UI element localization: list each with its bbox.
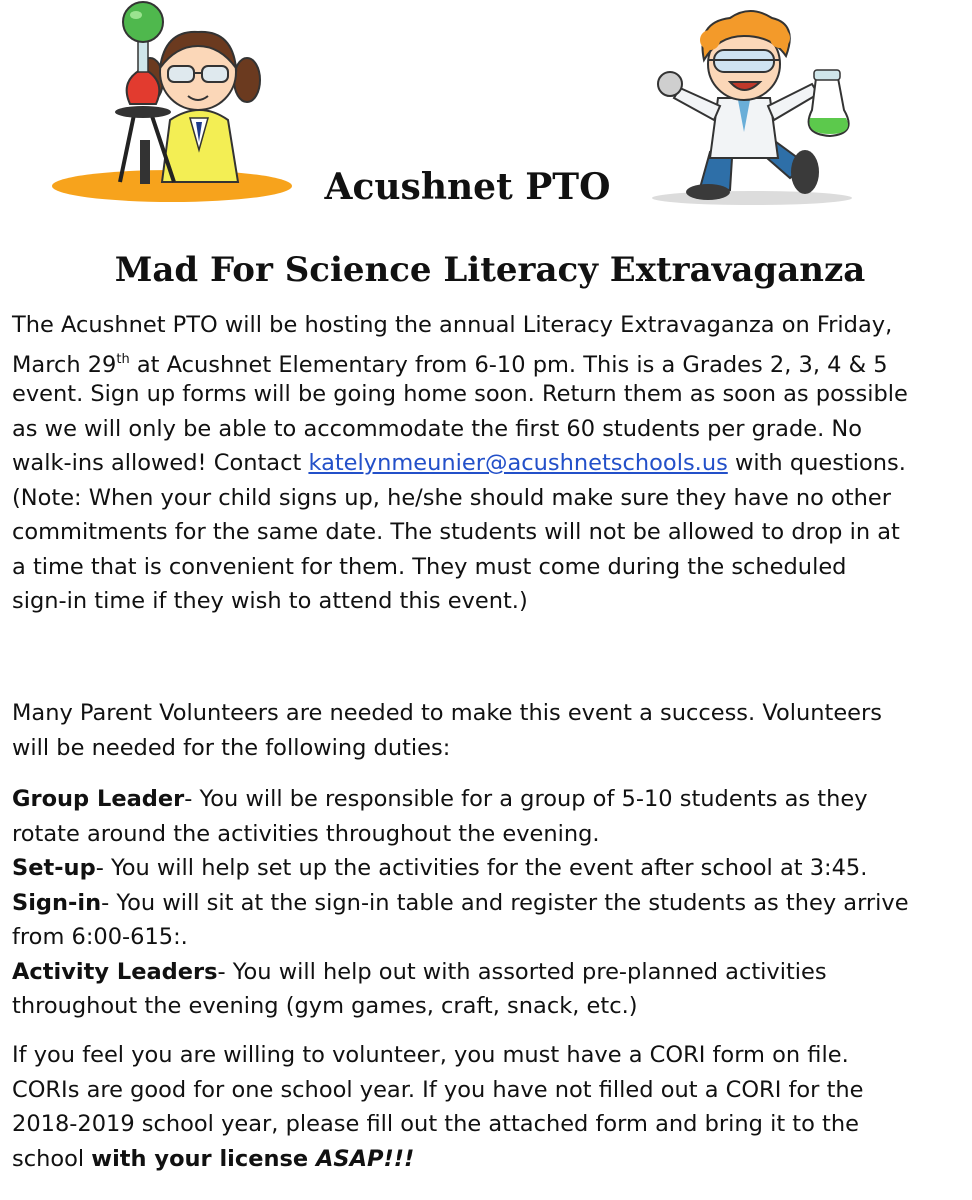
intro-date-text: March 29 (12, 351, 117, 378)
intro-line (12, 343, 964, 378)
duty-description: throughout the evening (gym games, craft, snack, etc.) (12, 993, 638, 1019)
duty-label: Activity Leaders (12, 958, 218, 985)
contact-email-link[interactable]: katelynmeunier@acushnetschools.us (308, 450, 728, 476)
duty-setup (12, 851, 964, 886)
contact-text: walk-ins allowed! Contact (12, 450, 309, 476)
duty-description: - You will sit at the sign-in table and register the students as they arrive (101, 889, 909, 916)
duty-label: Set-up (12, 855, 96, 881)
duty-description: from 6:00-615:. (12, 924, 188, 950)
organization-title: Acushnet PTO (324, 166, 611, 208)
intro-line: The Acushnet PTO will be hosting the annual Literacy Extravaganza on Friday, (12, 312, 893, 338)
duty-description: rotate around the activities throughout the evening. (12, 820, 600, 847)
cori-line: If you feel you are willing to volunteer, you must have a CORI form on file. (12, 1042, 849, 1068)
cori-text: school (12, 1145, 92, 1172)
cori-emphasis: with your license (91, 1145, 317, 1172)
volunteers-paragraph (12, 696, 964, 765)
cori-line: 2018-2019 school year, please fill out the attached form and bring it to the (12, 1111, 859, 1137)
intro-line: as we will only be able to accommodate the first 60 students per grade. No (12, 415, 862, 442)
intro-line: a time that is convenient for them. They must come during the scheduled (12, 553, 847, 580)
cori-line: CORIs are good for one school year. If you have not filled out a CORI for the (12, 1076, 864, 1103)
intro-line (12, 446, 964, 481)
event-title: Mad For Science Literacy Extravaganza (114, 250, 866, 290)
duty-description: - You will be responsible for a group of 5-10 students as they (184, 786, 868, 812)
cori-asap: ASAP!!! (316, 1145, 415, 1172)
intro-paragraph (12, 308, 964, 619)
intro-line: (Note: When your child signs up, he/she should make sure they have no other (12, 484, 891, 511)
intro-line: event. Sign up forms will be going home soon. Return them as soon as possible (12, 381, 908, 407)
contact-text-end: with questions. (727, 450, 906, 476)
duty-label: Sign-in (12, 889, 102, 916)
duty-group-leader (12, 782, 964, 817)
duty-description: - You will help set up the activities for the event after school at 3:45. (95, 855, 868, 881)
intro-line: commitments for the same date. The students will not be allowed to drop in at (12, 519, 900, 545)
duty-signin (12, 886, 964, 921)
duty-description: - You will help out with assorted pre-planned activities (217, 958, 827, 985)
duty-label: Group Leader (12, 786, 185, 812)
cori-paragraph (12, 1038, 964, 1176)
duties-list (12, 782, 964, 1024)
intro-location-text: at Acushnet Elementary from 6-10 pm. This is a Grades 2, 3, 4 & 5 (129, 351, 888, 378)
duty-activity-leaders (12, 955, 964, 990)
intro-line: sign-in time if they wish to attend this event.) (12, 588, 528, 614)
volunteers-line: will be needed for the following duties: (12, 734, 451, 761)
date-suffix: th (116, 351, 130, 367)
cori-line (12, 1142, 964, 1177)
volunteers-line: Many Parent Volunteers are needed to make this event a success. Volunteers (12, 700, 882, 726)
